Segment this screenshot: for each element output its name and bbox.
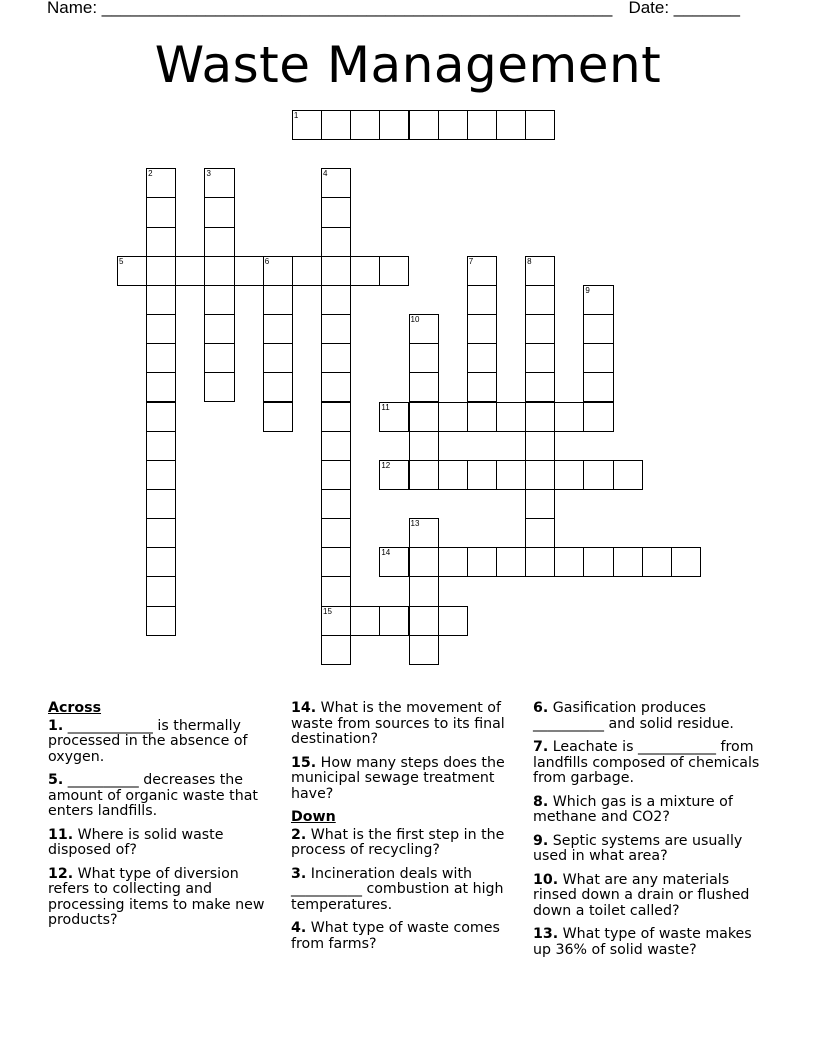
grid-cell[interactable] (525, 372, 555, 402)
clue-number: 2. (291, 826, 307, 843)
clue-number: 10. (533, 871, 559, 888)
clue-number: 9. (533, 832, 549, 849)
grid-cell[interactable] (263, 285, 293, 315)
grid-cell[interactable] (146, 460, 176, 490)
grid-cell[interactable] (350, 606, 380, 636)
grid-cell[interactable] (292, 256, 322, 286)
clue-number-label: 14 (381, 548, 391, 558)
grid-cell[interactable] (409, 402, 439, 432)
grid-cell[interactable] (263, 402, 293, 432)
grid-cell[interactable] (583, 372, 613, 402)
grid-cell[interactable] (525, 343, 555, 373)
clue-item (533, 834, 773, 865)
clue-text: Incineration deals with __________ combustion at high temperatures. (291, 865, 504, 913)
grid-cell[interactable] (321, 431, 351, 461)
grid-cell[interactable] (146, 285, 176, 315)
grid-cell[interactable] (554, 547, 584, 577)
clue-number: 13. (533, 926, 559, 942)
grid-cell[interactable] (467, 402, 497, 432)
grid-cell[interactable] (321, 256, 351, 286)
grid-cell[interactable] (146, 256, 176, 286)
grid-cell[interactable] (438, 110, 468, 140)
clue-number-label: 8 (527, 256, 532, 266)
clue-number: 4. (291, 920, 307, 936)
grid-cell[interactable] (321, 635, 351, 665)
clue-number-label: 9 (585, 285, 590, 295)
grid-cell[interactable] (146, 576, 176, 606)
grid-cell[interactable] (379, 110, 409, 140)
grid-cell[interactable] (146, 314, 176, 344)
clue-item (533, 701, 773, 732)
grid-cell[interactable] (409, 547, 439, 577)
grid-cell[interactable] (583, 547, 613, 577)
clue-text: What type of waste comes from farms? (291, 920, 500, 952)
clue-number-label: 1 (293, 111, 299, 120)
grid-cell[interactable] (409, 110, 439, 140)
clue-number: 8. (533, 793, 549, 810)
clue-number: 11. (48, 826, 74, 843)
grid-cell[interactable] (146, 431, 176, 461)
grid-cell[interactable] (409, 576, 439, 606)
clue-item (291, 921, 526, 952)
grid-cell[interactable] (321, 343, 351, 373)
clue-item (533, 927, 773, 958)
grid-cell[interactable] (409, 372, 439, 402)
grid-cell[interactable] (146, 489, 176, 519)
grid-cell[interactable] (263, 314, 293, 344)
grid-cell[interactable] (321, 402, 351, 432)
grid-cell[interactable] (467, 460, 497, 490)
grid-cell[interactable] (321, 547, 351, 577)
clues-column-3 (533, 701, 773, 966)
grid-cell[interactable] (525, 547, 555, 577)
clue-item (291, 828, 526, 859)
grid-cell[interactable] (379, 606, 409, 636)
grid-cell[interactable] (496, 547, 526, 577)
grid-cell[interactable] (438, 460, 468, 490)
clue-number-label: 11 (381, 402, 390, 412)
grid-cell[interactable] (204, 285, 234, 315)
grid-cell[interactable] (438, 402, 468, 432)
grid-cell[interactable] (204, 343, 234, 373)
clue-number: 5. (48, 772, 64, 788)
clue-text: ____________ is thermally processed in the absence of oxygen. (48, 717, 248, 765)
grid-cell[interactable] (525, 460, 555, 490)
grid-cell[interactable] (525, 518, 555, 548)
grid-cell[interactable] (146, 372, 176, 402)
grid-cell[interactable] (146, 402, 176, 432)
grid-cell[interactable] (263, 343, 293, 373)
clue-number-label: 12 (381, 460, 391, 470)
clue-item (533, 740, 773, 787)
grid-cell[interactable] (554, 402, 584, 432)
grid-cell[interactable] (496, 460, 526, 490)
clue-item (48, 867, 280, 929)
grid-cell[interactable] (642, 547, 672, 577)
grid-cell[interactable] (409, 635, 439, 665)
grid-cell[interactable] (525, 314, 555, 344)
grid-cell[interactable] (321, 460, 351, 490)
page-title: Waste Management (154, 36, 662, 94)
grid-cell[interactable] (583, 402, 613, 432)
grid-cell[interactable] (525, 285, 555, 315)
grid-cell[interactable] (321, 110, 351, 140)
clue-item (533, 873, 773, 920)
grid-cell[interactable] (146, 343, 176, 373)
clue-text: What are any materials rinsed down a drain or flushed down a toilet called? (533, 871, 750, 919)
grid-cell[interactable] (438, 606, 468, 636)
clue-number-label: 5 (119, 256, 124, 266)
grid-cell[interactable] (525, 431, 555, 461)
grid-cell[interactable] (496, 402, 526, 432)
clue-text: __________ decreases the amount of organic waste that enters landfills. (48, 772, 258, 819)
grid-cell[interactable] (321, 518, 351, 548)
grid-cell[interactable] (234, 256, 264, 286)
grid-cell[interactable] (671, 547, 701, 577)
grid-cell[interactable] (409, 606, 439, 636)
clue-number-label: 13 (410, 519, 420, 529)
grid-cell[interactable] (467, 372, 497, 402)
clue-item (48, 828, 280, 859)
grid-cell[interactable] (583, 343, 613, 373)
clue-number-label: 15 (323, 606, 332, 616)
clue-number: 12. (48, 865, 74, 882)
grid-cell[interactable] (321, 489, 351, 519)
clue-number: 15. (291, 754, 317, 771)
grid-cell[interactable] (525, 402, 555, 432)
grid-cell[interactable] (525, 110, 555, 140)
grid-cell[interactable] (146, 197, 176, 227)
clue-number-label: 2 (148, 169, 153, 179)
grid-cell[interactable] (409, 460, 439, 490)
grid-cell[interactable] (321, 372, 351, 402)
clue-number: 7. (533, 739, 549, 755)
grid-cell[interactable] (409, 431, 439, 461)
clue-text: Gasification produces __________ and solid residue. (533, 700, 734, 732)
grid-cell[interactable] (321, 314, 351, 344)
grid-cell[interactable] (146, 227, 176, 257)
grid-cell[interactable] (438, 547, 468, 577)
clue-number-label: 7 (468, 256, 474, 266)
grid-cell[interactable] (525, 489, 555, 519)
grid-cell[interactable] (379, 256, 409, 286)
grid-cell[interactable] (467, 547, 497, 577)
clue-number: 14. (291, 700, 317, 716)
grid-cell[interactable] (409, 343, 439, 373)
grid-cell[interactable] (204, 197, 234, 227)
clue-text: Where is solid waste disposed of? (48, 826, 224, 858)
grid-cell[interactable] (204, 256, 234, 286)
clue-text: What is the movement of waste from sources to its final destination? (291, 700, 505, 747)
grid-cell[interactable] (350, 256, 380, 286)
grid-cell[interactable] (583, 314, 613, 344)
clue-item (48, 719, 280, 766)
grid-cell[interactable] (204, 314, 234, 344)
grid-cell[interactable] (321, 197, 351, 227)
clues-column-1 (48, 701, 280, 937)
grid-cell[interactable] (467, 110, 497, 140)
grid-cell[interactable] (613, 547, 643, 577)
clue-number-label: 3 (206, 169, 211, 179)
grid-cell[interactable] (583, 460, 613, 490)
grid-cell[interactable] (350, 110, 380, 140)
clue-number: 3. (291, 865, 307, 882)
clue-number-label: 10 (410, 315, 420, 325)
clue-number: 1. (48, 717, 64, 734)
clue-item (291, 867, 526, 914)
grid-cell[interactable] (146, 518, 176, 548)
grid-cell[interactable] (204, 227, 234, 257)
clue-section-heading: Across (48, 700, 102, 716)
grid-cell[interactable] (467, 343, 497, 373)
clue-text: Which gas is a mixture of methane and CO2? (533, 793, 733, 825)
grid-cell[interactable] (321, 285, 351, 315)
grid-cell[interactable] (175, 256, 205, 286)
grid-cell[interactable] (496, 110, 526, 140)
clue-number-label: 4 (323, 169, 328, 179)
clue-item (291, 701, 526, 748)
grid-cell[interactable] (204, 372, 234, 402)
clue-number-label: 6 (264, 256, 270, 266)
grid-cell[interactable] (613, 460, 643, 490)
grid-cell[interactable] (467, 285, 497, 315)
clue-section-heading: Down (291, 809, 336, 825)
clues-column-2 (291, 701, 526, 960)
clue-number: 6. (533, 700, 549, 716)
grid-cell[interactable] (321, 576, 351, 606)
grid-cell[interactable] (467, 314, 497, 344)
clue-text: What is the first step in the process of recycling? (291, 826, 505, 858)
clue-item (533, 795, 773, 826)
clue-text: How many steps does the municipal sewage treatment have? (291, 754, 505, 802)
date-field[interactable]: Date: _______ (628, 0, 740, 17)
grid-cell[interactable] (146, 547, 176, 577)
grid-cell[interactable] (554, 460, 584, 490)
clue-item (48, 773, 280, 820)
grid-cell[interactable] (263, 372, 293, 402)
clue-item (291, 756, 526, 803)
clue-text: What type of diversion refers to collecting and processing items to make new products? (48, 865, 265, 928)
clue-text: Leachate is ___________ from landfills composed of chemicals from garbage. (533, 739, 760, 786)
grid-cell[interactable] (321, 227, 351, 257)
grid-cell[interactable] (146, 606, 176, 636)
clue-text: What type of waste makes up 36% of solid waste? (533, 926, 752, 958)
name-field[interactable]: Name: ______________________________________________________ (47, 0, 613, 17)
clue-text: Septic systems are usually used in what area? (533, 832, 743, 864)
